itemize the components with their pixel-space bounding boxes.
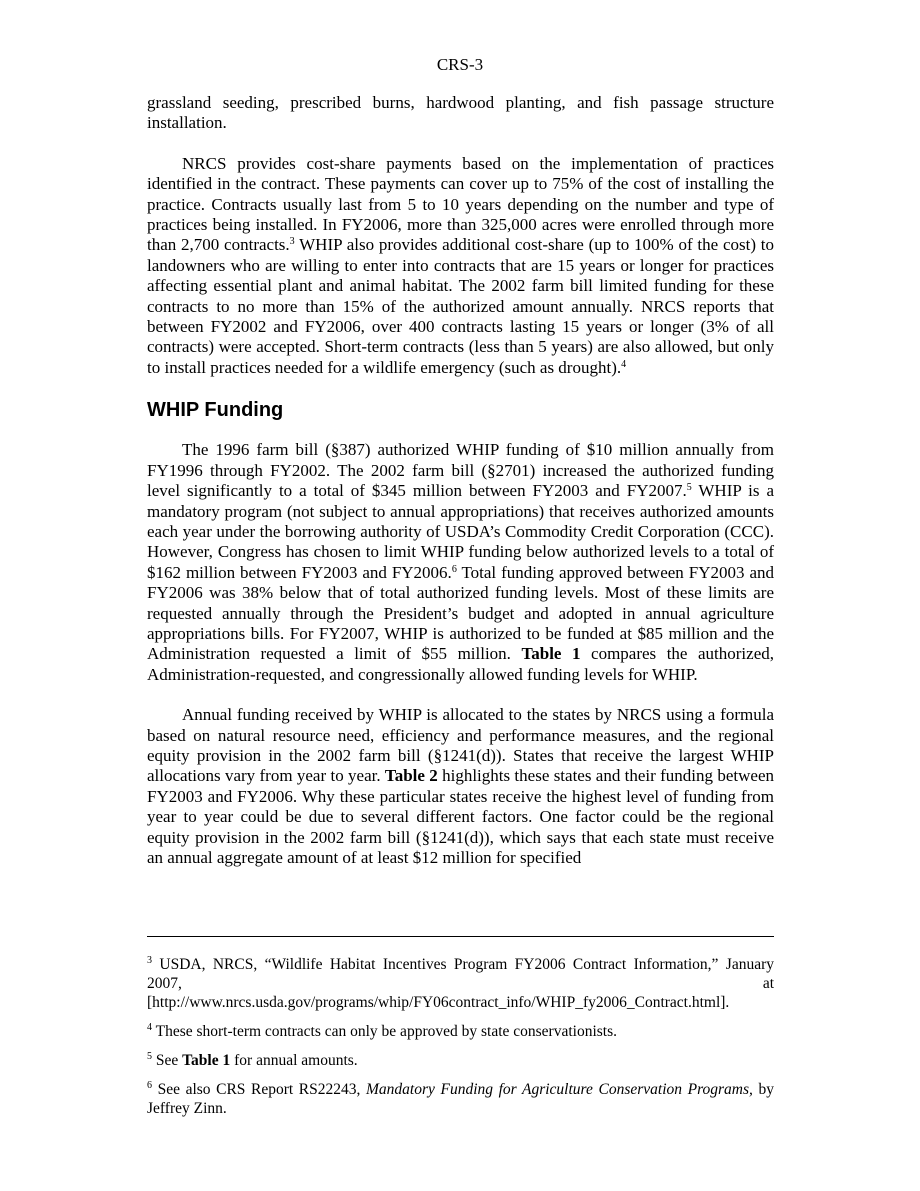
- footnote-5: [147, 1051, 774, 1070]
- footnote-6: [147, 1080, 774, 1118]
- footnote-number: 3: [147, 955, 152, 966]
- section-heading: WHIP Funding: [147, 399, 284, 422]
- body-text: [147, 93, 774, 868]
- footnote-ref-5[interactable]: 5: [686, 482, 692, 494]
- footnote-number: 4: [147, 1022, 152, 1033]
- table-reference: Table 2: [384, 766, 438, 786]
- paragraph-text: WHIP is a mandatory program (not subject to annual appropriations) that receives authorized amounts each year under the borrowing authority of USDA’s Commodity Credit Corporation (CCC). However, Congress has chosen to limit WHIP funding below authorized levels to a total of $162 million between FY2003 and FY2006.: [147, 481, 774, 582]
- footnote-3: [147, 955, 774, 1012]
- paragraph-text: compares the authorized, Administration-requested, and congressionally allowed funding levels for WHIP.: [147, 644, 774, 684]
- footnotes: [147, 955, 774, 1128]
- footnote-number: 6: [147, 1080, 152, 1091]
- paragraph-funding: [147, 440, 774, 685]
- paragraph-text: Total funding approved between FY2003 and FY2006 was 38% below that of total authorized funding levels. Most of these limits are requested annually through the President’s budget and adopted in annual agriculture appropriations bills. For FY2007, WHIP is authorized to be funded at $85 million and the Administration requested a limit of $55 million.: [147, 562, 774, 664]
- footnote-text: USDA, NRCS, “Wildlife Habitat Incentives Program FY2006 Contract Information,” January 2007, at [http://www.nrcs.usda.gov/programs/whip/FY06contract_info/WHIP_fy2006_Contract.html].: [147, 956, 774, 1011]
- paragraph-cost-share: [147, 154, 774, 378]
- footnote-ref-3[interactable]: 3: [289, 236, 295, 248]
- report-title: Mandatory Funding for Agriculture Conservation Programs,: [366, 1081, 753, 1098]
- page-number: CRS-3: [436, 55, 484, 74]
- footnote-number: 5: [147, 1051, 152, 1062]
- paragraph-text: highlights these states and their funding between FY2003 and FY2006. Why these particular states receive the highest level of funding from year to year could be due to several different factors. One factor could be the regional equity provision in the 2002 farm bill (§1241(d)), which says that each state must receive an annual aggregate amount of at least $12 million for specified: [147, 766, 774, 867]
- footnote-text: for annual amounts.: [230, 1052, 358, 1069]
- footnote-ref-4[interactable]: 4: [621, 358, 627, 370]
- paragraph-text: The 1996 farm bill (§387) authorized WHIP funding of $10 million annually from FY1996 through FY2002. The 2002 farm bill (§2701) increased the authorized funding level significantly to a total of $345 million between FY2003 and FY2007.: [147, 440, 774, 501]
- paragraph-text: Annual funding received by WHIP is allocated to the states by NRCS using a formula based on natural resource need, efficiency and performance measures, and the regional equity provision in the 2002 farm bill (§1241(d)). States that receive the largest WHIP allocations vary from year to year.: [147, 705, 774, 786]
- footnote-text: These short-term contracts can only be approved by state conservationists.: [152, 1023, 618, 1040]
- footnote-ref-6[interactable]: 6: [451, 563, 457, 575]
- footnote-text: See: [152, 1052, 183, 1069]
- table-reference: Table 1: [521, 644, 581, 664]
- footnote-text: See also CRS Report RS22243,: [152, 1081, 366, 1098]
- paragraph-text: WHIP also provides additional cost-share (up to 100% of the cost) to landowners who are willing to enter into contracts that are 15 years or longer for practices affecting essential plant and animal habitat. The 2002 farm bill limited funding for these contracts to no more than 15% of the authorized amount annually. NRCS reports that between FY2002 and FY2006, over 400 contracts lasting 15 years or longer (3% of all contracts) were accepted. Short-term contracts (less than 5 years) are also allowed, but only to install practices needed for a wildlife emergency (such as drought).: [147, 235, 774, 377]
- footnote-4: [147, 1022, 774, 1041]
- footnote-divider: [147, 936, 774, 937]
- paragraph-text: NRCS provides cost-share payments based on the implementation of practices identified in the contract. These payments can cover up to 75% of the cost of installing the practice. Contracts usually last from 5 to 10 years depending on the number and type of practices being installed. In FY2006, more than 325,000 acres were enrolled through more than 2,700 contracts.: [147, 153, 774, 255]
- footnote-text: by Jeffrey Zinn.: [147, 1081, 775, 1117]
- paragraph-allocation: [147, 705, 774, 868]
- table-reference: Table 1: [182, 1052, 231, 1069]
- paragraph-continuation: grassland seeding, prescribed burns, hardwood planting, and fish passage structure installation.: [147, 93, 774, 133]
